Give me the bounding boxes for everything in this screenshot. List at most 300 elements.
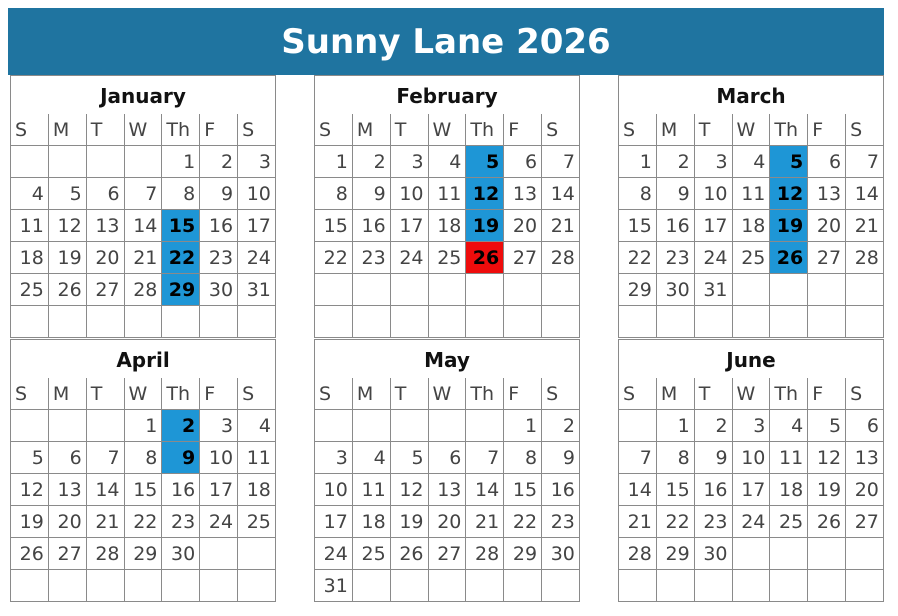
day-cell[interactable]: 16 xyxy=(657,210,695,242)
day-cell[interactable]: 25 xyxy=(429,242,467,274)
month-june xyxy=(618,339,884,602)
empty-day-cell xyxy=(466,274,504,306)
week-row xyxy=(315,410,580,442)
week-row xyxy=(619,410,884,442)
day-cell[interactable]: 20 xyxy=(846,474,884,506)
month-name: January xyxy=(11,76,276,114)
empty-day-cell xyxy=(657,570,695,602)
weekday-label: M xyxy=(353,114,391,146)
day-cell[interactable]: 14 xyxy=(125,210,163,242)
day-cell[interactable]: 13 xyxy=(846,442,884,474)
day-cell[interactable]: 25 xyxy=(238,506,276,538)
day-cell[interactable]: 21 xyxy=(542,210,580,242)
week-row xyxy=(619,306,884,338)
day-cell[interactable]: 6 xyxy=(87,178,125,210)
empty-day-cell xyxy=(87,306,125,338)
day-cell[interactable]: 11 xyxy=(429,178,467,210)
day-cell[interactable]: 24 xyxy=(391,242,429,274)
weekday-header-row xyxy=(11,114,276,146)
day-cell[interactable]: 4 xyxy=(353,442,391,474)
weekday-label: T xyxy=(87,378,125,410)
empty-day-cell xyxy=(770,274,808,306)
weekday-label: T xyxy=(695,378,733,410)
day-cell[interactable]: 23 xyxy=(695,506,733,538)
day-cell[interactable]: 6 xyxy=(846,410,884,442)
day-cell[interactable]: 12 xyxy=(808,442,846,474)
day-cell[interactable]: 9 xyxy=(695,442,733,474)
day-cell[interactable]: 29 xyxy=(125,538,163,570)
day-cell[interactable]: 12 xyxy=(49,210,87,242)
empty-day-cell xyxy=(808,306,846,338)
day-cell[interactable]: 5 xyxy=(770,146,808,178)
empty-day-cell xyxy=(315,410,353,442)
day-cell[interactable]: 3 xyxy=(200,410,238,442)
day-cell[interactable]: 12 xyxy=(466,178,504,210)
empty-day-cell xyxy=(391,306,429,338)
week-row xyxy=(315,474,580,506)
empty-day-cell xyxy=(542,306,580,338)
week-row xyxy=(315,146,580,178)
day-cell[interactable]: 12 xyxy=(11,474,49,506)
day-cell[interactable]: 22 xyxy=(657,506,695,538)
day-cell[interactable]: 26 xyxy=(770,242,808,274)
empty-day-cell xyxy=(200,306,238,338)
empty-day-cell xyxy=(391,410,429,442)
day-cell[interactable]: 7 xyxy=(125,178,163,210)
day-cell[interactable]: 19 xyxy=(808,474,846,506)
week-row xyxy=(11,506,276,538)
day-cell[interactable]: 6 xyxy=(429,442,467,474)
day-cell[interactable]: 4 xyxy=(11,178,49,210)
empty-day-cell xyxy=(846,306,884,338)
day-cell[interactable]: 26 xyxy=(11,538,49,570)
day-cell[interactable]: 26 xyxy=(466,242,504,274)
day-cell[interactable]: 28 xyxy=(619,538,657,570)
week-row xyxy=(11,242,276,274)
day-cell[interactable]: 20 xyxy=(49,506,87,538)
weekday-header-row xyxy=(11,378,276,410)
day-cell[interactable]: 13 xyxy=(429,474,467,506)
week-row xyxy=(619,210,884,242)
day-cell[interactable]: 3 xyxy=(391,146,429,178)
day-cell[interactable]: 31 xyxy=(315,570,353,602)
weekday-label: M xyxy=(657,378,695,410)
day-cell[interactable]: 29 xyxy=(657,538,695,570)
week-row xyxy=(619,178,884,210)
day-cell[interactable]: 30 xyxy=(162,538,200,570)
weekday-label: M xyxy=(49,114,87,146)
day-cell[interactable]: 13 xyxy=(504,178,542,210)
week-row xyxy=(619,474,884,506)
day-cell[interactable]: 31 xyxy=(695,274,733,306)
day-cell[interactable]: 18 xyxy=(770,474,808,506)
weekday-header-row xyxy=(619,114,884,146)
month-february xyxy=(314,75,580,338)
day-cell[interactable]: 14 xyxy=(87,474,125,506)
day-cell[interactable]: 23 xyxy=(162,506,200,538)
empty-day-cell xyxy=(49,146,87,178)
day-cell[interactable]: 8 xyxy=(315,178,353,210)
day-cell[interactable]: 17 xyxy=(695,210,733,242)
empty-day-cell xyxy=(87,410,125,442)
day-cell[interactable]: 30 xyxy=(200,274,238,306)
week-row xyxy=(315,274,580,306)
day-cell[interactable]: 20 xyxy=(429,506,467,538)
empty-day-cell xyxy=(238,570,276,602)
week-row xyxy=(619,146,884,178)
week-row xyxy=(315,442,580,474)
day-cell[interactable]: 4 xyxy=(238,410,276,442)
weekday-label: Th xyxy=(466,378,504,410)
empty-day-cell xyxy=(619,410,657,442)
calendar-title: Sunny Lane 2026 xyxy=(281,21,611,62)
weekday-label: S xyxy=(315,114,353,146)
day-cell[interactable]: 20 xyxy=(808,210,846,242)
weekday-label: S xyxy=(11,114,49,146)
day-cell[interactable]: 7 xyxy=(846,146,884,178)
day-cell[interactable]: 27 xyxy=(846,506,884,538)
day-cell[interactable]: 17 xyxy=(238,210,276,242)
day-cell[interactable]: 10 xyxy=(238,178,276,210)
day-cell[interactable]: 16 xyxy=(542,474,580,506)
month-name: March xyxy=(619,76,884,114)
day-cell[interactable]: 21 xyxy=(466,506,504,538)
day-cell[interactable]: 21 xyxy=(846,210,884,242)
day-cell[interactable]: 11 xyxy=(733,178,771,210)
day-cell[interactable]: 28 xyxy=(466,538,504,570)
day-cell[interactable]: 5 xyxy=(49,178,87,210)
empty-day-cell xyxy=(466,570,504,602)
empty-day-cell xyxy=(49,410,87,442)
weekday-header-row xyxy=(315,378,580,410)
day-cell[interactable]: 30 xyxy=(657,274,695,306)
empty-day-cell xyxy=(770,570,808,602)
weekday-header-row xyxy=(619,378,884,410)
empty-day-cell xyxy=(504,274,542,306)
empty-day-cell xyxy=(353,570,391,602)
month-january xyxy=(10,75,276,338)
weekday-label: S xyxy=(238,114,276,146)
day-cell[interactable]: 21 xyxy=(87,506,125,538)
day-cell[interactable]: 17 xyxy=(315,506,353,538)
day-cell[interactable]: 3 xyxy=(315,442,353,474)
empty-day-cell xyxy=(11,306,49,338)
empty-day-cell xyxy=(238,538,276,570)
day-cell[interactable]: 14 xyxy=(466,474,504,506)
day-cell[interactable]: 15 xyxy=(162,210,200,242)
calendar-title-banner xyxy=(8,8,884,75)
week-row xyxy=(11,178,276,210)
day-cell[interactable]: 30 xyxy=(695,538,733,570)
day-cell[interactable]: 29 xyxy=(162,274,200,306)
day-cell[interactable]: 7 xyxy=(466,442,504,474)
day-cell[interactable]: 1 xyxy=(619,146,657,178)
weekday-label: W xyxy=(429,378,467,410)
day-cell[interactable]: 31 xyxy=(238,274,276,306)
day-cell[interactable]: 18 xyxy=(11,242,49,274)
empty-day-cell xyxy=(353,306,391,338)
weekday-label: W xyxy=(429,114,467,146)
day-cell[interactable]: 26 xyxy=(49,274,87,306)
empty-day-cell xyxy=(733,570,771,602)
day-cell[interactable]: 2 xyxy=(353,146,391,178)
day-cell[interactable]: 25 xyxy=(11,274,49,306)
day-cell[interactable]: 17 xyxy=(733,474,771,506)
empty-day-cell xyxy=(162,570,200,602)
week-row xyxy=(315,570,580,602)
day-cell[interactable]: 18 xyxy=(429,210,467,242)
day-cell[interactable]: 10 xyxy=(695,178,733,210)
day-cell[interactable]: 22 xyxy=(315,242,353,274)
empty-day-cell xyxy=(733,274,771,306)
day-cell[interactable]: 17 xyxy=(200,474,238,506)
day-cell[interactable]: 24 xyxy=(695,242,733,274)
week-row xyxy=(315,242,580,274)
empty-day-cell xyxy=(733,538,771,570)
week-row xyxy=(315,538,580,570)
empty-day-cell xyxy=(391,274,429,306)
day-cell[interactable]: 15 xyxy=(657,474,695,506)
day-cell[interactable]: 17 xyxy=(391,210,429,242)
day-cell[interactable]: 27 xyxy=(504,242,542,274)
day-cell[interactable]: 24 xyxy=(200,506,238,538)
day-cell[interactable]: 10 xyxy=(200,442,238,474)
day-cell[interactable]: 16 xyxy=(695,474,733,506)
day-cell[interactable]: 3 xyxy=(733,410,771,442)
day-cell[interactable]: 25 xyxy=(353,538,391,570)
day-cell[interactable]: 14 xyxy=(619,474,657,506)
empty-day-cell xyxy=(87,570,125,602)
empty-day-cell xyxy=(619,306,657,338)
day-cell[interactable]: 29 xyxy=(504,538,542,570)
day-cell[interactable]: 13 xyxy=(49,474,87,506)
day-cell[interactable]: 2 xyxy=(162,410,200,442)
day-cell[interactable]: 2 xyxy=(657,146,695,178)
empty-day-cell xyxy=(770,538,808,570)
day-cell[interactable]: 22 xyxy=(162,242,200,274)
day-cell[interactable]: 28 xyxy=(125,274,163,306)
empty-day-cell xyxy=(315,306,353,338)
day-cell[interactable]: 9 xyxy=(542,442,580,474)
empty-day-cell xyxy=(657,306,695,338)
day-cell[interactable]: 9 xyxy=(162,442,200,474)
day-cell[interactable]: 13 xyxy=(87,210,125,242)
week-row xyxy=(315,178,580,210)
week-row xyxy=(619,274,884,306)
week-row xyxy=(11,570,276,602)
week-row xyxy=(11,146,276,178)
empty-day-cell xyxy=(466,410,504,442)
day-cell[interactable]: 28 xyxy=(542,242,580,274)
day-cell[interactable]: 27 xyxy=(49,538,87,570)
day-cell[interactable]: 5 xyxy=(391,442,429,474)
week-row xyxy=(11,210,276,242)
weekday-label: M xyxy=(49,378,87,410)
day-cell[interactable]: 5 xyxy=(466,146,504,178)
day-cell[interactable]: 24 xyxy=(315,538,353,570)
empty-day-cell xyxy=(846,570,884,602)
weekday-label: W xyxy=(125,378,163,410)
weekday-label: F xyxy=(504,114,542,146)
empty-day-cell xyxy=(808,538,846,570)
day-cell[interactable]: 23 xyxy=(200,242,238,274)
empty-day-cell xyxy=(504,306,542,338)
day-cell[interactable]: 19 xyxy=(391,506,429,538)
empty-day-cell xyxy=(770,306,808,338)
day-cell[interactable]: 23 xyxy=(657,242,695,274)
empty-day-cell xyxy=(162,306,200,338)
day-cell[interactable]: 25 xyxy=(770,506,808,538)
day-cell[interactable]: 12 xyxy=(391,474,429,506)
day-cell[interactable]: 30 xyxy=(542,538,580,570)
day-cell[interactable]: 6 xyxy=(808,146,846,178)
day-cell[interactable]: 2 xyxy=(542,410,580,442)
day-cell[interactable]: 22 xyxy=(504,506,542,538)
day-cell[interactable]: 15 xyxy=(125,474,163,506)
day-cell[interactable]: 13 xyxy=(808,178,846,210)
week-row xyxy=(11,474,276,506)
empty-day-cell xyxy=(846,538,884,570)
day-cell[interactable]: 21 xyxy=(125,242,163,274)
day-cell[interactable]: 11 xyxy=(11,210,49,242)
day-cell[interactable]: 20 xyxy=(87,242,125,274)
day-cell[interactable]: 24 xyxy=(733,506,771,538)
day-cell[interactable]: 9 xyxy=(657,178,695,210)
weekday-label: Th xyxy=(162,114,200,146)
day-cell[interactable]: 22 xyxy=(619,242,657,274)
day-cell[interactable]: 4 xyxy=(429,146,467,178)
day-cell[interactable]: 18 xyxy=(238,474,276,506)
day-cell[interactable]: 26 xyxy=(808,506,846,538)
empty-day-cell xyxy=(808,570,846,602)
day-cell[interactable]: 10 xyxy=(391,178,429,210)
week-row xyxy=(11,306,276,338)
day-cell[interactable]: 19 xyxy=(770,210,808,242)
day-cell[interactable]: 16 xyxy=(200,210,238,242)
day-cell[interactable]: 14 xyxy=(542,178,580,210)
day-cell[interactable]: 1 xyxy=(504,410,542,442)
day-cell[interactable]: 4 xyxy=(733,146,771,178)
month-march xyxy=(618,75,884,338)
weekday-label: Th xyxy=(770,114,808,146)
day-cell[interactable]: 10 xyxy=(733,442,771,474)
day-cell[interactable]: 11 xyxy=(238,442,276,474)
day-cell[interactable]: 9 xyxy=(200,178,238,210)
empty-day-cell xyxy=(542,274,580,306)
weekday-label: S xyxy=(11,378,49,410)
day-cell[interactable]: 27 xyxy=(429,538,467,570)
day-cell[interactable]: 6 xyxy=(49,442,87,474)
day-cell[interactable]: 25 xyxy=(733,242,771,274)
month-april xyxy=(10,339,276,602)
week-row xyxy=(315,506,580,538)
day-cell[interactable]: 6 xyxy=(504,146,542,178)
weekday-label: S xyxy=(846,114,884,146)
day-cell[interactable]: 4 xyxy=(770,410,808,442)
day-cell[interactable]: 12 xyxy=(770,178,808,210)
day-cell[interactable]: 7 xyxy=(619,442,657,474)
day-cell[interactable]: 24 xyxy=(238,242,276,274)
day-cell[interactable]: 23 xyxy=(542,506,580,538)
day-cell[interactable]: 3 xyxy=(238,146,276,178)
weekday-label: W xyxy=(733,378,771,410)
day-cell[interactable]: 28 xyxy=(846,242,884,274)
empty-day-cell xyxy=(504,570,542,602)
week-row xyxy=(619,506,884,538)
day-cell[interactable]: 1 xyxy=(657,410,695,442)
day-cell[interactable]: 1 xyxy=(125,410,163,442)
day-cell[interactable]: 19 xyxy=(49,242,87,274)
day-cell[interactable]: 16 xyxy=(353,210,391,242)
day-cell[interactable]: 21 xyxy=(619,506,657,538)
day-cell[interactable]: 10 xyxy=(315,474,353,506)
empty-day-cell xyxy=(49,570,87,602)
day-cell[interactable]: 1 xyxy=(162,146,200,178)
day-cell[interactable]: 3 xyxy=(695,146,733,178)
empty-day-cell xyxy=(11,146,49,178)
day-cell[interactable]: 19 xyxy=(466,210,504,242)
week-row xyxy=(315,210,580,242)
day-cell[interactable]: 1 xyxy=(315,146,353,178)
day-cell[interactable]: 8 xyxy=(125,442,163,474)
week-row xyxy=(11,274,276,306)
week-row xyxy=(619,570,884,602)
weekday-label: F xyxy=(808,114,846,146)
day-cell[interactable]: 5 xyxy=(11,442,49,474)
day-cell[interactable]: 11 xyxy=(353,474,391,506)
day-cell[interactable]: 2 xyxy=(695,410,733,442)
day-cell[interactable]: 8 xyxy=(504,442,542,474)
day-cell[interactable]: 15 xyxy=(619,210,657,242)
day-cell[interactable]: 11 xyxy=(770,442,808,474)
weekday-label: F xyxy=(200,378,238,410)
day-cell[interactable]: 28 xyxy=(87,538,125,570)
week-row xyxy=(11,538,276,570)
day-cell[interactable]: 15 xyxy=(315,210,353,242)
day-cell[interactable]: 14 xyxy=(846,178,884,210)
day-cell[interactable]: 8 xyxy=(619,178,657,210)
day-cell[interactable]: 7 xyxy=(542,146,580,178)
day-cell[interactable]: 22 xyxy=(125,506,163,538)
day-cell[interactable]: 29 xyxy=(619,274,657,306)
month-may xyxy=(314,339,580,602)
day-cell[interactable]: 8 xyxy=(162,178,200,210)
day-cell[interactable]: 18 xyxy=(733,210,771,242)
empty-day-cell xyxy=(695,570,733,602)
day-cell[interactable]: 23 xyxy=(353,242,391,274)
day-cell[interactable]: 2 xyxy=(200,146,238,178)
month-name: May xyxy=(315,340,580,378)
month-name: June xyxy=(619,340,884,378)
day-cell[interactable]: 19 xyxy=(11,506,49,538)
day-cell[interactable]: 20 xyxy=(504,210,542,242)
day-cell[interactable]: 27 xyxy=(808,242,846,274)
day-cell[interactable]: 27 xyxy=(87,274,125,306)
week-row xyxy=(315,306,580,338)
day-cell[interactable]: 18 xyxy=(353,506,391,538)
day-cell[interactable]: 26 xyxy=(391,538,429,570)
day-cell[interactable]: 8 xyxy=(657,442,695,474)
day-cell[interactable]: 16 xyxy=(162,474,200,506)
day-cell[interactable]: 5 xyxy=(808,410,846,442)
empty-day-cell xyxy=(429,410,467,442)
empty-day-cell xyxy=(429,306,467,338)
weekday-label: T xyxy=(391,378,429,410)
empty-day-cell xyxy=(353,274,391,306)
day-cell[interactable]: 15 xyxy=(504,474,542,506)
day-cell[interactable]: 9 xyxy=(353,178,391,210)
day-cell[interactable]: 7 xyxy=(87,442,125,474)
